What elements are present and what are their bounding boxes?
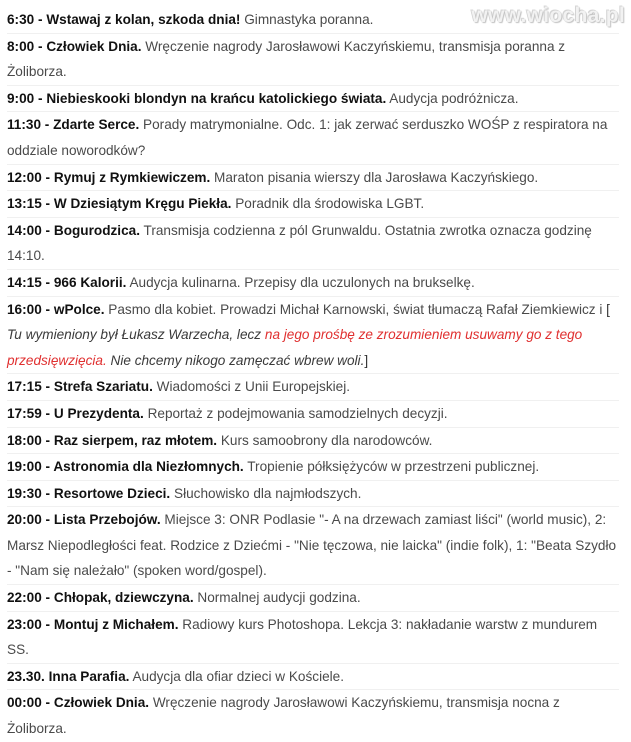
entry-description: Tropienie półksiężyców w przestrzeni publicznej. bbox=[247, 459, 540, 475]
entry-title: Człowiek Dnia. bbox=[46, 38, 142, 54]
editorial-note-highlight: na jego prośbę ze zrozumieniem usuwamy go z tego przedsięwzięcia. bbox=[7, 327, 583, 368]
entry-description: Radiowy kurs Photoshopa. Lekcja 3: nakładanie warstw z mundurem SS. bbox=[7, 616, 598, 658]
entry-title: Strefa Szariatu. bbox=[53, 379, 153, 395]
schedule-entry bbox=[7, 296, 619, 374]
schedule-entry bbox=[7, 689, 619, 741]
schedule-entry bbox=[7, 480, 619, 507]
entry-sep: - bbox=[34, 90, 47, 106]
entry-time: 11:30 bbox=[7, 117, 42, 133]
tv-schedule bbox=[7, 7, 619, 742]
entry-time: 13:15 bbox=[7, 196, 42, 212]
entry-sep: - bbox=[34, 38, 47, 54]
entry-time: 18:00 bbox=[7, 432, 42, 448]
entry-description: Porady matrymonialne. Odc. 1: jak zerwać serduszko WOŚP z respiratora na oddziale noworodków? bbox=[7, 117, 608, 158]
entry-time: 20:00 bbox=[7, 512, 42, 528]
entry-time: 23:00 bbox=[7, 616, 42, 632]
entry-sep: - bbox=[41, 117, 54, 133]
entry-time: 14:15 bbox=[7, 274, 42, 290]
editorial-note-end: Nie chcemy nikogo zamęczać wbrew woli. bbox=[110, 352, 365, 368]
entry-description: Wręczenie nagrody Jarosławowi Kaczyńskiemu, transmisja poranna z Żoliborza. bbox=[7, 38, 566, 80]
entry-time: 19:00 bbox=[7, 459, 42, 475]
entry-description: Audycja kulinarna. Przepisy dla uczulonych na brukselkę. bbox=[129, 274, 475, 290]
entry-title: Astronomia dla Niezłomnych. bbox=[53, 459, 244, 475]
entry-title: U Prezydenta. bbox=[53, 405, 144, 421]
entry-sep: - bbox=[41, 405, 54, 421]
entry-sep: - bbox=[41, 432, 54, 448]
entry-description: Kurs samoobrony dla narodowców. bbox=[220, 432, 433, 448]
schedule-entry bbox=[7, 164, 619, 191]
schedule-entry bbox=[7, 584, 619, 611]
entry-title: Chłopak, dziewczyna. bbox=[53, 590, 194, 606]
entry-time: 17:15 bbox=[7, 379, 42, 395]
entry-description: Słuchowisko dla najmłodszych. bbox=[174, 485, 362, 501]
entry-sep: - bbox=[34, 12, 47, 27]
schedule-entry bbox=[7, 373, 619, 400]
entry-time: 23.30. bbox=[7, 668, 45, 684]
schedule-entry bbox=[7, 111, 619, 163]
entry-sep: - bbox=[41, 616, 54, 632]
entry-time: 22:00 bbox=[7, 590, 42, 606]
schedule-entry bbox=[7, 663, 619, 690]
entry-description: Pasmo dla kobiet. Prowadzi Michał Karnowski, świat tłumaczą Rafał Ziemkiewicz i bbox=[108, 301, 603, 317]
entry-sep: - bbox=[41, 512, 54, 528]
entry-time: 16:00 bbox=[7, 301, 42, 317]
entry-title: Zdarte Serce. bbox=[53, 117, 140, 133]
entry-title: Wstawaj z kolan, szkoda dnia! bbox=[46, 12, 241, 27]
entry-time: 19:30 bbox=[7, 485, 42, 501]
entry-description: Normalnej audycji godzina. bbox=[197, 590, 361, 606]
schedule-entry bbox=[7, 453, 619, 480]
entry-description: Wiadomości z Unii Europejskiej. bbox=[156, 379, 351, 395]
entry-title: W Dziesiątym Kręgu Piekła. bbox=[53, 196, 232, 212]
schedule-entry bbox=[7, 7, 619, 33]
entry-title: Montuj z Michałem. bbox=[53, 616, 179, 632]
entry-sep: - bbox=[41, 274, 54, 290]
entry-description: Wręczenie nagrody Jarosławowi Kaczyńskiemu, transmisja nocna z Żoliborza. bbox=[7, 695, 560, 737]
entry-title: Inna Parafia. bbox=[48, 668, 130, 684]
entry-sep: - bbox=[41, 379, 54, 395]
entry-title: Raz sierpem, raz młotem. bbox=[53, 432, 218, 448]
entry-time: 9:00 bbox=[7, 90, 35, 106]
entry-title: 966 Kalorii. bbox=[53, 274, 127, 290]
entry-description: Audycja dla ofiar dzieci w Kościele. bbox=[132, 668, 345, 684]
entry-title: Resortowe Dzieci. bbox=[53, 485, 171, 501]
note-bracket-open: [ bbox=[606, 301, 610, 317]
schedule-entry bbox=[7, 400, 619, 427]
entry-time: 6:30 bbox=[7, 12, 35, 27]
schedule-entry bbox=[7, 33, 619, 85]
schedule-entry bbox=[7, 217, 619, 269]
entry-description: Miejsce 3: ONR Podlasie "- A na drzewach zamiast liści" (world music), 2: Marsz Niepodległości feat. Rodzice z Dziećmi - "Nie tęczowa, nie laicka" (indie folk), 1: "Beata Szydło - "Nam się należało" (spoken word/gospel). bbox=[7, 512, 617, 579]
entry-sep: - bbox=[41, 590, 54, 606]
entry-title: Niebieskooki blondyn na krańcu katolickiego świata. bbox=[46, 90, 387, 106]
entry-description: Reportaż z podejmowania samodzielnych decyzji. bbox=[147, 405, 448, 421]
entry-title: Rymuj z Rymkiewiczem. bbox=[53, 169, 211, 185]
schedule-entry bbox=[7, 190, 619, 217]
entry-time: 00:00 bbox=[7, 695, 42, 711]
entry-description: Audycja podróżnicza. bbox=[389, 90, 519, 106]
schedule-entry bbox=[7, 611, 619, 663]
entry-time: 14:00 bbox=[7, 222, 42, 238]
schedule-entry bbox=[7, 269, 619, 296]
site-watermark: www.wiocha.pl bbox=[471, 4, 625, 27]
note-bracket-close: ] bbox=[364, 352, 369, 368]
entry-description: Transmisja codzienna z pól Grunwaldu. Ostatnia zwrotka oznacza godzinę 14:10. bbox=[7, 222, 592, 264]
entry-sep: - bbox=[41, 222, 54, 238]
entry-description: Maraton pisania wierszy dla Jarosława Kaczyńskiego. bbox=[214, 169, 539, 185]
entry-sep: - bbox=[41, 459, 54, 475]
editorial-note: Tu wymieniony był Łukasz Warzecha, lecz bbox=[7, 327, 262, 343]
entry-time: 12:00 bbox=[7, 169, 42, 185]
entry-description: Gimnastyka poranna. bbox=[244, 12, 374, 27]
entry-sep: - bbox=[41, 196, 54, 212]
entry-title: wPolce. bbox=[53, 301, 105, 317]
entry-title: Człowiek Dnia. bbox=[53, 695, 150, 711]
entry-sep: - bbox=[41, 301, 54, 317]
schedule-entry bbox=[7, 85, 619, 112]
entry-sep: - bbox=[41, 169, 54, 185]
schedule-entry bbox=[7, 427, 619, 454]
entry-sep: - bbox=[41, 485, 54, 501]
entry-title: Lista Przebojów. bbox=[53, 512, 161, 528]
entry-description: Poradnik dla środowiska LGBT. bbox=[235, 196, 425, 212]
entry-time: 17:59 bbox=[7, 405, 42, 421]
schedule-entry bbox=[7, 506, 619, 584]
entry-sep: - bbox=[41, 695, 54, 711]
entry-title: Bogurodzica. bbox=[53, 222, 140, 238]
entry-time: 8:00 bbox=[7, 38, 35, 54]
